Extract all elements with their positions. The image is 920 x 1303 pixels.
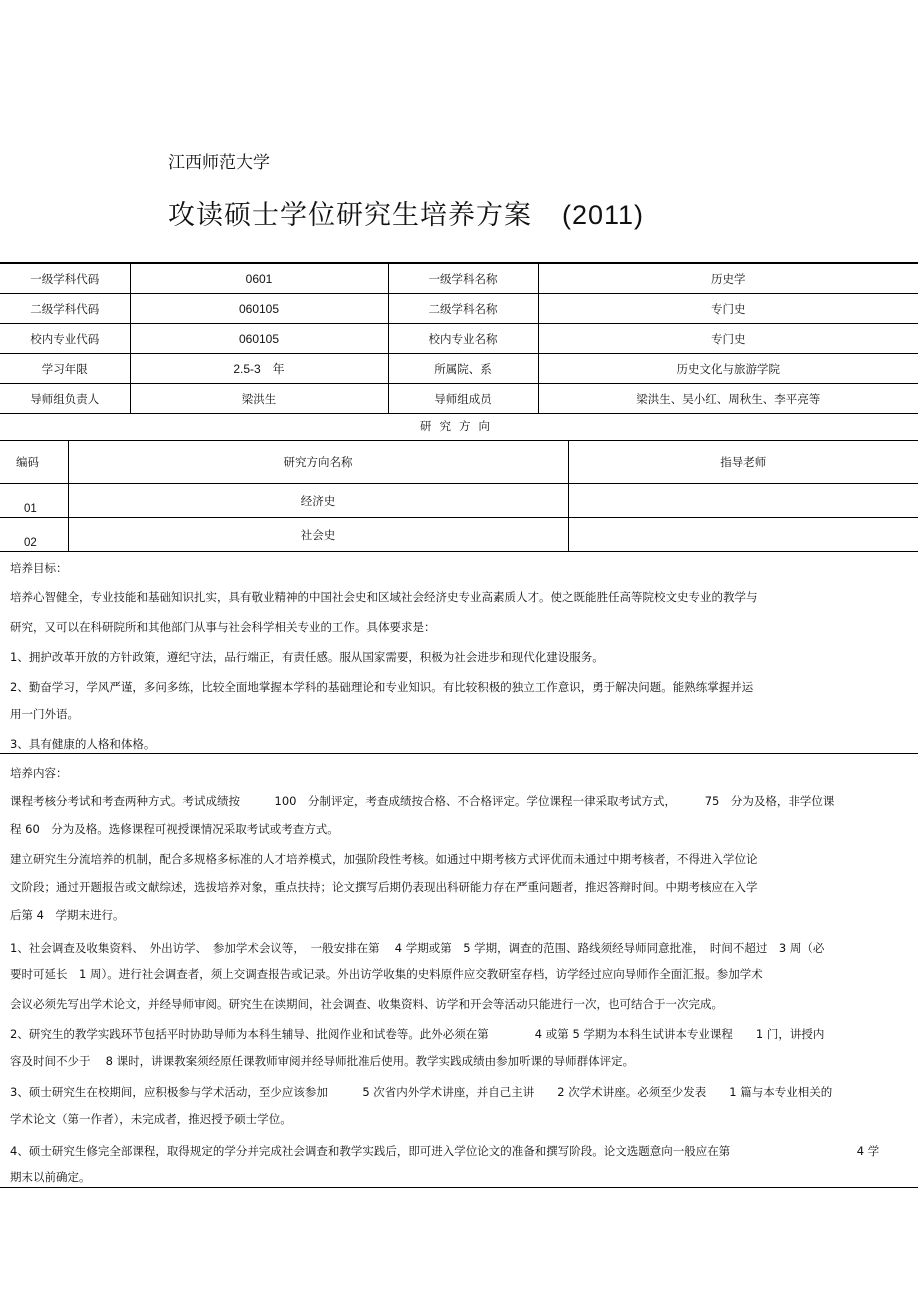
direction-code: 01	[0, 484, 68, 518]
info-row	[0, 263, 918, 294]
info-value: 历史文化与旅游学院	[538, 354, 918, 384]
research-header-row	[0, 441, 918, 484]
info-value: 2.5-3 年	[130, 354, 388, 384]
info-label: 校内专业名称	[388, 324, 538, 354]
direction-advisor	[568, 518, 918, 552]
title-text: 攻读硕士学位研究生培养方案	[168, 200, 532, 231]
content-line: 后第 4 学期末进行。	[10, 908, 125, 922]
content-line: 4、硕士研究生修完全部课程，取得规定的学分并完成社会调查和教学实践后，即可进入学位论文的准备和撰写阶段。论文选题意向一般应在第 4 学	[10, 1144, 880, 1158]
info-value: 专门史	[538, 324, 918, 354]
direction-advisor	[568, 484, 918, 518]
content-line: 2、研究生的教学实践环节包括平时协助导师为本科生辅导、批阅作业和试卷等。此外必须在第 4 或第 5 学期为本科生试讲本专业课程 1 门，讲授内	[10, 1027, 825, 1041]
info-value: 历史学	[538, 263, 918, 294]
content-line: 程 60 分为及格。选修课程可视授课情况采取考试或考查方式。	[10, 822, 339, 836]
info-label: 导师组负责人	[0, 384, 130, 414]
info-row	[0, 294, 918, 324]
content-line: 会议必须先写出学术论文，并经导师审阅。研究生在读期间，社会调查、收集资料、访学和开会等活动只能进行一次，也可结合于一次完成。	[10, 997, 723, 1011]
info-label: 导师组成员	[388, 384, 538, 414]
content-line: 建立研究生分流培养的机制，配合多规格多标准的人才培养模式，加强阶段性考核。如通过中期考核方式评优而未通过中期考核者，不得进入学位论	[10, 852, 758, 866]
info-value: 0601	[130, 263, 388, 294]
goals-heading: 培养目标：	[10, 561, 68, 575]
document-title	[168, 193, 644, 232]
content-line: 期末以前确定。	[10, 1170, 91, 1184]
goals-line: 1、拥护改革开放的方针政策，遵纪守法，品行端正，有责任感。服从国家需要，积极为社会进步和现代化建设服务。	[10, 650, 604, 664]
info-label: 一级学科名称	[388, 263, 538, 294]
goals-line: 用一门外语。	[10, 707, 79, 721]
program-info-table	[0, 262, 918, 414]
research-directions-table	[0, 440, 918, 552]
goals-line: 3、具有健康的人格和体格。	[10, 737, 156, 751]
info-label: 二级学科代码	[0, 294, 130, 324]
goals-line: 2、勤奋学习，学风严谨，多问多练，比较全面地掌握本学科的基础理论和专业知识。有比较积极的独立工作意识，勇于解决问题。能熟练掌握并运	[10, 680, 754, 694]
info-row	[0, 384, 918, 414]
column-header-name: 研究方向名称	[68, 441, 568, 484]
content-line: 要时可延长 1 周）。进行社会调查者，须上交调查报告或记录。外出访学收集的史料原件应交教研室存档，访学经过应向导师作全面汇报。参加学术	[10, 967, 763, 981]
info-label: 学习年限	[0, 354, 130, 384]
direction-name: 经济史	[68, 484, 568, 518]
section-divider	[0, 753, 918, 754]
info-label: 校内专业代码	[0, 324, 130, 354]
info-label: 所属院、系	[388, 354, 538, 384]
direction-code: 02	[0, 518, 68, 552]
goals-line: 培养心智健全，专业技能和基础知识扎实，具有敬业精神的中国社会史和区域社会经济史专业高素质人才。使之既能胜任高等院校文史专业的教学与	[10, 590, 758, 604]
info-value: 专门史	[538, 294, 918, 324]
info-value: 梁洪生、吴小红、周秋生、李平亮等	[538, 384, 918, 414]
table-row	[0, 484, 918, 518]
info-value: 060105	[130, 324, 388, 354]
table-row	[0, 518, 918, 552]
info-row	[0, 324, 918, 354]
title-year: (2011)	[562, 200, 645, 230]
column-header-code: 编码	[0, 441, 68, 484]
info-label: 一级学科代码	[0, 263, 130, 294]
info-value: 梁洪生	[130, 384, 388, 414]
content-line: 文阶段；通过开题报告或文献综述，选拔培养对象，重点扶持；论文撰写后期仍表现出科研能力存在严重问题者，推迟答辩时间。中期考核应在入学	[10, 880, 758, 894]
content-line: 课程考核分考试和考查两种方式。考试成绩按 100 分制评定，考查成绩按合格、不合格评定。学位课程一律采取考试方式， 75 分为及格，非学位课	[10, 794, 835, 808]
info-value: 060105	[130, 294, 388, 324]
content-heading: 培养内容：	[10, 766, 68, 780]
content-line: 学术论文（第一作者），未完成者，推迟授予硕士学位。	[10, 1112, 292, 1126]
content-line: 1、社会调查及收集资料、 外出访学、 参加学术会议等， 一般安排在第 4 学期或第 5 学期，调查的范围、路线须经导师同意批准， 时间不超过 3 周（必	[10, 941, 825, 955]
section-divider	[0, 1187, 918, 1188]
direction-name: 社会史	[68, 518, 568, 552]
goals-line: 研究，又可以在科研院所和其他部门从事与社会科学相关专业的工作。具体要求是：	[10, 620, 436, 634]
info-row	[0, 354, 918, 384]
research-directions-header: 研究方向	[420, 419, 498, 433]
university-name: 江西师范大学	[168, 153, 270, 173]
column-header-advisor: 指导老师	[568, 441, 918, 484]
info-label: 二级学科名称	[388, 294, 538, 324]
content-line: 3、硕士研究生在校期间，应积极参与学术活动，至少应该参加 5 次省内外学术讲座，并自己主讲 2 次学术讲座。必须至少发表 1 篇与本专业相关的	[10, 1085, 833, 1099]
content-line: 容及时间不少于 8 课时，讲课教案须经原任课教师审阅并经导师批准后使用。教学实践成绩由参加听课的导师群体评定。	[10, 1054, 635, 1068]
